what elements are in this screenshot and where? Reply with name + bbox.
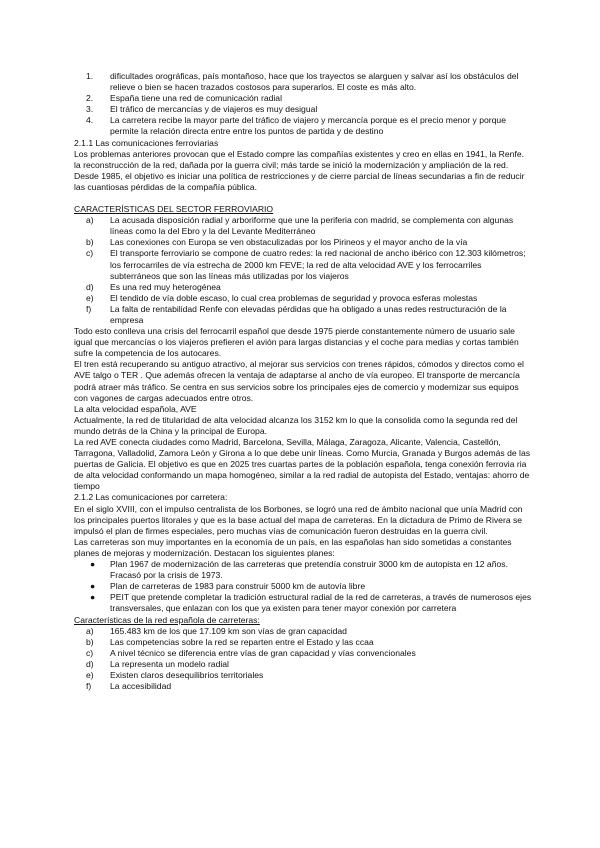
section-heading-caract-carr: Características de la red española de carreteras: [74, 614, 260, 625]
list-letter: d) [86, 281, 94, 292]
list-number: 4. [86, 115, 94, 126]
list-item [74, 648, 532, 659]
list-letter: e) [86, 292, 94, 303]
list-text: La accesibilidad [110, 681, 172, 692]
list-letter: a) [86, 625, 94, 636]
list-item [74, 237, 532, 248]
document-page [74, 71, 532, 692]
paragraph: Las carreteras son muy importantes en la economía de un país, en las españolas han sido sometidas a constantes planes de mejoras y modernización. Destacan los siguientes planes: [74, 536, 512, 558]
list-item [74, 637, 532, 648]
list-text: Es una red muy heterogénea [110, 281, 221, 292]
paragraph: Los problemas anteriores provocan que el Estado compre las compañías existentes y creo en ellas en 1941, la Renfe. la reconstrucción de la red, dañada por la guerra civil; más tarde se inició la modernización y ampliación de la red. Desde 1985, el objetivo es iniciar una política de restricciones y de cierre parcial de líneas secundarias a fin de reducir las cuantiosas pérdidas de la compañía pública. [74, 148, 525, 192]
list-item [74, 215, 532, 237]
list-letter: b) [86, 636, 94, 647]
list-text: El tendido de vía doble escaso, lo cual crea problemas de seguridad y provoca esferas molestas [110, 292, 478, 303]
list-text: La representa un modelo radial [110, 658, 229, 669]
list-letter: c) [86, 647, 94, 658]
list-number: 2. [86, 93, 94, 104]
list-text: PEIT que pretende completar la tradición estructural radial de la red de carreteras, a través de numerosos ejes transversales, que enlazan con los que ya existen para tener mayor conexión por carretera [110, 592, 532, 614]
list-letter: f) [86, 681, 92, 692]
list-text: La falta de rentabilidad Renfe con elevadas pérdidas que ha obligado a unas redes restructuración de la empresa [110, 303, 507, 325]
list-text: 165.483 km de los que 17.109 km son vías de gran capacidad [110, 625, 347, 636]
paragraph: En el siglo XVIII, con el impulso centralista de los Borbones, se logró una red de ámbito nacional que unía Madrid con los principales puertos litorales y que es la base actual del mapa de carreteras. En la dictadura de Primo de Rivera se impulsó el plan de firmes especiales, pero muchas vías de comunicación fueron destruidas en la guerra civil. [74, 503, 523, 536]
paragraph: El tren está recuperando su antiguo atractivo, al mejorar sus servicios con trenes rápidos, cómodos y directos como el AVE talgo o TER . Que además ofrecen la ventaja de adaptarse al ancho de vía europeo. El transporte de mercancía podrá atraer más tráfico. Se centra en sus servicios sobre los principales ejes de comercio y modernizar sus equipos con vagones de cargas adecuados entre otros. [74, 359, 524, 403]
lettered-list-carr [74, 626, 532, 693]
list-item [74, 592, 532, 614]
list-letter: b) [86, 237, 94, 248]
section-heading-caract-ferro: CARACTERÍSTICAS DEL SECTOR FERROVIARIO [74, 204, 274, 215]
list-text: Las competencias sobre la red se reparten entre el Estado y las ccaa [110, 636, 374, 647]
list-item [74, 659, 532, 670]
list-text: dificultades orográficas, país montañoso, hace que los trayectos se alarguen y salvar así los obstáculos del relieve o bien se hacen trazados costosos para superarlos. El coste es más alto. [110, 71, 519, 93]
list-text: La acusada disposición radial y arboriforme que une la periferia con madrid, se complementa con algunas líneas como la del Ebro y la del Levante Mediterráneo [110, 215, 514, 237]
list-item [74, 670, 532, 681]
list-text: España tiene una red de comunicación radial [110, 93, 282, 104]
list-text: El transporte ferroviario se compone de cuatro redes: la red nacional de ancho ibérico con 12.303 kilómetros; los ferrocarriles de vía estrecha de 2000 km FEVE; la red de alta velocidad AVE y los ferrocarriles subterráneos que son las líneas más utilizadas por los viajeros [110, 248, 526, 281]
list-text: Las conexiones con Europa se ven obstaculizadas por los Pirineos y el mayor ancho de la vía [110, 237, 468, 248]
section-heading-ave: La alta velocidad española, AVE [74, 403, 197, 414]
bullet-list-plans [74, 559, 532, 614]
list-number: 3. [86, 104, 94, 115]
list-item [74, 93, 532, 104]
list-item [74, 304, 532, 326]
list-text: Plan de carreteras de 1983 para construir 5000 km de autovía libre [110, 581, 366, 592]
list-item [74, 581, 532, 592]
list-item [74, 115, 532, 137]
numbered-list [74, 71, 532, 138]
section-heading-carretera: 2.1.2 Las comunicaciones por carretera: [74, 492, 228, 503]
list-text: La carretera recibe la mayor parte del tráfico de viajero y mercancía porque es el precio menor y porque permite la relación directa entre entre los puntos de partida y de destino [110, 115, 506, 137]
list-text: Existen claros desequilibrios territoriales [110, 669, 264, 680]
list-text: Plan 1967 de modernización de las carreteras que pretendía construir 3000 km de autopista en 12 años. Fracasó por la crisis de 1973. [110, 559, 508, 581]
list-letter: e) [86, 669, 94, 680]
list-letter: d) [86, 658, 94, 669]
list-item [74, 104, 532, 115]
list-item [74, 293, 532, 304]
list-item [74, 248, 532, 281]
list-letter: f) [86, 303, 92, 314]
bullet-icon: ● [90, 559, 96, 570]
paragraph: La red AVE conecta ciudades como Madrid, Barcelona, Sevilla, Málaga, Zaragoza, Alicante, Valencia, Castellón, Tarragona, Valladolid, Zamora León y Girona a lo que debe unir líneas. Como Murcia, Granada y Burgos además de las puertas de Galicia. El objetivo es que en 2025 tres cuartas partes de la población española, tenga conexión ferrovia ria de alta velocidad conformando un mapa homogéneo, similar a la red radial de autopista del Estado, ventajas: ahorro de tiempo [74, 437, 531, 492]
list-text: El tráfico de mercancías y de viajeros es muy desigual [110, 104, 318, 115]
list-item [74, 559, 532, 581]
list-item [74, 681, 532, 692]
list-text: A nivel técnico se diferencia entre vías de gran capacidad y vías convencionales [110, 647, 416, 658]
list-number: 1. [86, 71, 94, 81]
list-letter: c) [86, 248, 94, 259]
list-item [74, 626, 532, 637]
section-heading-ferro: 2.1.1 Las comunicaciones ferroviarias [74, 137, 219, 148]
paragraph: Actualmente, la red de titularidad de alta velocidad alcanza los 3152 km lo que la consolida como la segunda red del mundo detrás de la China y la principal de Europa. [74, 414, 518, 436]
list-item [74, 282, 532, 293]
list-item [74, 71, 532, 93]
lettered-list-ferro [74, 215, 532, 326]
bullet-icon: ● [90, 581, 96, 592]
bullet-icon: ● [90, 592, 96, 603]
list-letter: a) [86, 215, 94, 226]
paragraph: Todo esto conlleva una crisis del ferrocarril español que desde 1975 pierde constantemente número de usuario sale igual que mercancías o los viajeros prefieren el avión para largas distancias y el coche para medias y cortas también sufre la competencia de los autocares. [74, 326, 519, 359]
